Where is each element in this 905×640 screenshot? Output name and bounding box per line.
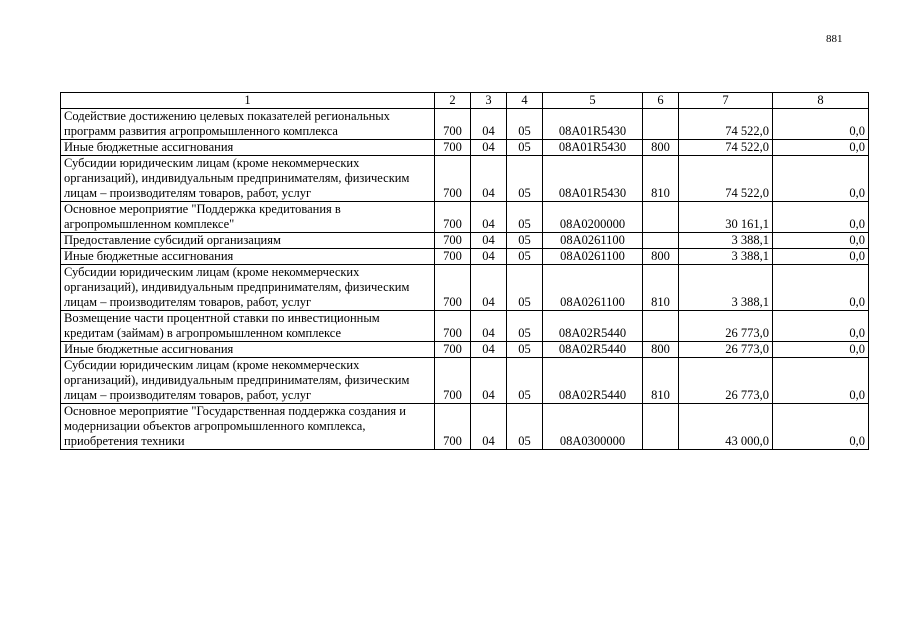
section-code: 04 [471, 265, 507, 311]
amount-value-2: 0,0 [773, 156, 869, 202]
subsection-code: 05 [507, 140, 543, 156]
target-article-code: 08А02R5440 [543, 342, 643, 358]
column-header: 1 [61, 93, 435, 109]
row-name: Субсидии юридическим лицам (кроме некоммерческих организаций), индивидуальным предпринимателям, физическим лицам – производителям товаров, работ, услуг [61, 156, 435, 202]
page-number: 881 [826, 33, 843, 45]
expense-type-code: 810 [643, 265, 679, 311]
section-code: 04 [471, 249, 507, 265]
table-row [61, 311, 869, 342]
amount-value-2: 0,0 [773, 358, 869, 404]
expense-type-code: 800 [643, 140, 679, 156]
section-code: 04 [471, 202, 507, 233]
target-article-code: 08А01R5430 [543, 140, 643, 156]
expense-type-code [643, 404, 679, 450]
target-article-code: 08А01R5430 [543, 109, 643, 140]
column-header: 7 [679, 93, 773, 109]
table-header-row [61, 93, 869, 109]
amount-value: 30 161,1 [679, 202, 773, 233]
table-row [61, 109, 869, 140]
amount-value-2: 0,0 [773, 311, 869, 342]
section-code: 04 [471, 311, 507, 342]
ministry-code: 700 [435, 265, 471, 311]
subsection-code: 05 [507, 265, 543, 311]
ministry-code: 700 [435, 156, 471, 202]
column-header: 2 [435, 93, 471, 109]
expense-type-code [643, 233, 679, 249]
table-row [61, 358, 869, 404]
section-code: 04 [471, 140, 507, 156]
column-header: 4 [507, 93, 543, 109]
column-header: 6 [643, 93, 679, 109]
row-name: Иные бюджетные ассигнования [61, 249, 435, 265]
target-article-code: 08А0261100 [543, 265, 643, 311]
expense-type-code [643, 202, 679, 233]
ministry-code: 700 [435, 233, 471, 249]
expense-type-code [643, 311, 679, 342]
amount-value: 26 773,0 [679, 342, 773, 358]
table-row [61, 202, 869, 233]
row-name: Субсидии юридическим лицам (кроме некоммерческих организаций), индивидуальным предпринимателям, физическим лицам – производителям товаров, работ, услуг [61, 265, 435, 311]
target-article-code: 08А0261100 [543, 233, 643, 249]
expense-type-code [643, 109, 679, 140]
expense-type-code: 810 [643, 358, 679, 404]
subsection-code: 05 [507, 311, 543, 342]
table-row [61, 404, 869, 450]
amount-value: 26 773,0 [679, 311, 773, 342]
target-article-code: 08А0261100 [543, 249, 643, 265]
subsection-code: 05 [507, 109, 543, 140]
table-row [61, 233, 869, 249]
expense-type-code: 800 [643, 342, 679, 358]
amount-value: 3 388,1 [679, 233, 773, 249]
table-row [61, 156, 869, 202]
subsection-code: 05 [507, 358, 543, 404]
amount-value-2: 0,0 [773, 233, 869, 249]
row-name: Иные бюджетные ассигнования [61, 140, 435, 156]
subsection-code: 05 [507, 233, 543, 249]
section-code: 04 [471, 156, 507, 202]
subsection-code: 05 [507, 249, 543, 265]
amount-value: 26 773,0 [679, 358, 773, 404]
ministry-code: 700 [435, 109, 471, 140]
row-name: Возмещение части процентной ставки по инвестиционным кредитам (займам) в агропромышленном комплексе [61, 311, 435, 342]
amount-value-2: 0,0 [773, 404, 869, 450]
amount-value: 43 000,0 [679, 404, 773, 450]
ministry-code: 700 [435, 249, 471, 265]
row-name: Содействие достижению целевых показателей региональных программ развития агропромышленного комплекса [61, 109, 435, 140]
subsection-code: 05 [507, 202, 543, 233]
expense-type-code: 810 [643, 156, 679, 202]
row-name: Основное мероприятие "Поддержка кредитования в агропромышленном комплексе" [61, 202, 435, 233]
amount-value-2: 0,0 [773, 249, 869, 265]
section-code: 04 [471, 342, 507, 358]
table-row [61, 342, 869, 358]
target-article-code: 08А01R5430 [543, 156, 643, 202]
ministry-code: 700 [435, 202, 471, 233]
table-row [61, 140, 869, 156]
target-article-code: 08А0200000 [543, 202, 643, 233]
ministry-code: 700 [435, 358, 471, 404]
amount-value-2: 0,0 [773, 265, 869, 311]
amount-value: 3 388,1 [679, 249, 773, 265]
amount-value: 74 522,0 [679, 156, 773, 202]
row-name: Основное мероприятие "Государственная поддержка создания и модернизации объектов агропромышленного комплекса, приобретения техники [61, 404, 435, 450]
section-code: 04 [471, 404, 507, 450]
expense-type-code: 800 [643, 249, 679, 265]
budget-table [60, 92, 869, 450]
ministry-code: 700 [435, 404, 471, 450]
row-name: Субсидии юридическим лицам (кроме некоммерческих организаций), индивидуальным предпринимателям, физическим лицам – производителям товаров, работ, услуг [61, 358, 435, 404]
row-name: Иные бюджетные ассигнования [61, 342, 435, 358]
amount-value-2: 0,0 [773, 342, 869, 358]
subsection-code: 05 [507, 156, 543, 202]
amount-value: 74 522,0 [679, 109, 773, 140]
section-code: 04 [471, 109, 507, 140]
table-row [61, 249, 869, 265]
section-code: 04 [471, 358, 507, 404]
target-article-code: 08А0300000 [543, 404, 643, 450]
column-header: 8 [773, 93, 869, 109]
subsection-code: 05 [507, 342, 543, 358]
target-article-code: 08А02R5440 [543, 358, 643, 404]
table-row [61, 265, 869, 311]
amount-value: 3 388,1 [679, 265, 773, 311]
amount-value-2: 0,0 [773, 140, 869, 156]
amount-value-2: 0,0 [773, 202, 869, 233]
section-code: 04 [471, 233, 507, 249]
subsection-code: 05 [507, 404, 543, 450]
row-name: Предоставление субсидий организациям [61, 233, 435, 249]
ministry-code: 700 [435, 342, 471, 358]
target-article-code: 08А02R5440 [543, 311, 643, 342]
ministry-code: 700 [435, 140, 471, 156]
amount-value-2: 0,0 [773, 109, 869, 140]
amount-value: 74 522,0 [679, 140, 773, 156]
column-header: 3 [471, 93, 507, 109]
ministry-code: 700 [435, 311, 471, 342]
column-header: 5 [543, 93, 643, 109]
